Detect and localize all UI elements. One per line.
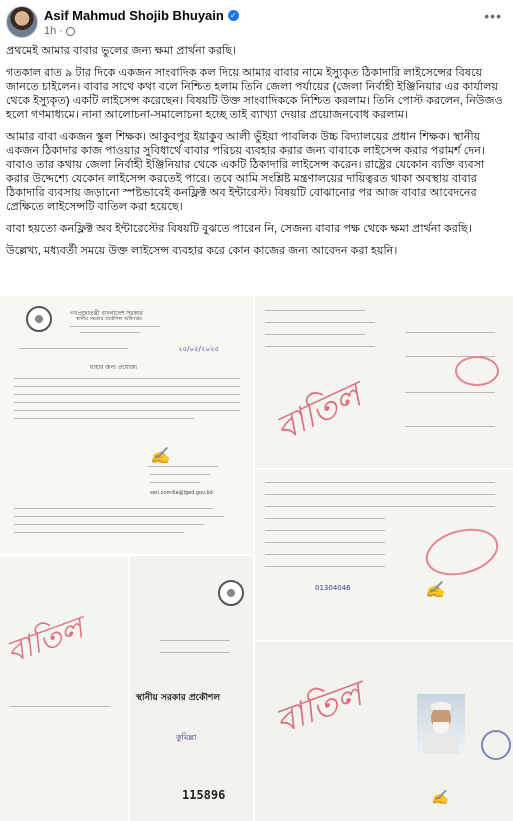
letter-rule — [14, 532, 184, 533]
cancel-mark: বাতিল — [269, 674, 368, 743]
seal-stamp — [481, 730, 511, 760]
cancelled-form-photo[interactable] — [255, 296, 513, 468]
beard — [433, 722, 449, 734]
letter-rule — [14, 516, 224, 517]
form-rule — [265, 518, 385, 519]
letter-rule — [148, 466, 218, 467]
cancel-stamp — [455, 356, 499, 386]
id-number: 01304046 — [315, 584, 351, 592]
post-paragraph: উল্লেখ্য, মধ্যবর্তী সময়ে উক্ত লাইসেন্স ব্যবহার করে কোন কাজের জন্য আবেদন করা হয়নি। — [6, 245, 398, 257]
shirt — [423, 734, 459, 754]
form-rule — [265, 334, 365, 335]
form-rule — [265, 322, 375, 323]
cancel-mark: বাতিল — [269, 375, 368, 450]
letter-rule — [18, 348, 128, 349]
author-row — [44, 8, 239, 23]
post-paragraph: আমার বাবা একজন স্কুল শিক্ষক। আকুবপুর ইয়াকুব আলী ভুঁইয়া পাবলিক উচ্চ বিদ্যালয়ের প্রধান শিক্ষক। স্থানীয় একজন ঠিকাদার কাজ পাওয়ার সুবিধার্থে বাবার পরিচয় ব্যবহার করার জন্য বাবাকে লাইসেন্স করার পরামর্শ দেন। বাবাও তার কথায় জেলা নির্বাহী ইঞ্জিনিয়ার থেকে একটি ঠিকাদারি লাইসেন্স করেন। রাষ্ট্রের যেকোন ব্যক্তি ব্যবসা করার উদ্দেশ্যে যেকোন লাইসেন্স করতেই পারে। তবে আমি সংশ্লিষ্ট মন্ত্রণালয়ের দায়িত্বরত থাকা অবস্থায় বাবার ঠিকাদারি ব্যবসায় জড়ানো স্পষ্টভাবেই কনফ্লিক্ট অব ইন্টারেস্ট। বিষয়টি বোঝানোর পর আজ বাবার আবেদনের প্রেক্ষিতে লাইসেন্সটি বাতিল করা হয়েছে। — [6, 131, 485, 213]
government-emblem-icon — [26, 306, 52, 332]
letter-rule — [80, 332, 140, 333]
letter-office: স্থানীয় সরকার প্রকৌশল অধিদপ্তর — [76, 316, 143, 322]
form-rule — [265, 494, 495, 495]
officer-signature: ✍ — [150, 446, 170, 465]
globe-icon — [66, 27, 75, 36]
letter-rule — [150, 482, 200, 483]
form-rule — [265, 542, 385, 543]
letter-rule — [14, 378, 240, 379]
letter-rule — [14, 402, 240, 403]
form-rule — [265, 530, 385, 531]
cover-district: কুমিল্লা — [176, 733, 197, 742]
photo-collage[interactable] — [0, 296, 513, 821]
letter-header: গণপ্রজাতন্ত্রী বাংলাদেশ সরকার — [70, 310, 143, 317]
letter-email: xen.comilla@lged.gov.bd — [150, 490, 213, 496]
signature: ✍ — [431, 790, 449, 806]
cover-rule — [160, 640, 230, 641]
cap — [431, 702, 451, 710]
form-rule — [10, 706, 110, 707]
cover-title: স্থানীয় সরকার প্রকৌশল — [136, 693, 221, 703]
post-meta — [44, 25, 75, 37]
cover-rule — [160, 652, 230, 653]
signature: ✍ — [425, 580, 445, 599]
letter-photo[interactable] — [0, 296, 253, 554]
letter-subject: যাহার জন্য প্রযোজ্য — [90, 364, 138, 371]
cancel-stamp — [421, 521, 504, 583]
meta-separator: · — [59, 25, 63, 37]
post-body — [6, 44, 506, 266]
post-paragraph: প্রথমেই আমার বাবার ভুলের জন্য ক্ষমা প্রার্থনা করছি। — [6, 45, 237, 57]
letter-rule — [14, 508, 214, 509]
post-paragraph: বাবা হয়তো কনফ্লিক্ট অব ইন্টারেস্টের বিষয়টি বুঝতে পারেন নি, সেজন্য বাবার পক্ষ থেকে ক্ষমা প্রার্থনা করছি। — [6, 223, 472, 235]
letter-rule — [14, 394, 240, 395]
applicant-photo-page[interactable] — [255, 642, 513, 821]
cancelled-page-photo[interactable] — [0, 556, 128, 821]
letter-rule — [70, 326, 160, 327]
form-rule — [265, 310, 365, 311]
form-rule — [405, 426, 495, 427]
letter-rule — [14, 386, 240, 387]
post-time[interactable]: 1h — [44, 25, 57, 37]
form-rule — [265, 506, 495, 507]
register-cover-photo[interactable] — [130, 556, 253, 821]
applicant-photo — [417, 694, 465, 754]
letter-rule — [14, 524, 204, 525]
more-options-icon[interactable]: ••• — [484, 8, 502, 24]
license-form-photo[interactable] — [255, 470, 513, 640]
letter-rule — [14, 418, 194, 419]
verified-badge-icon: ✓ — [228, 10, 239, 21]
cover-register-no: 115896 — [182, 788, 226, 802]
letter-rule — [150, 474, 210, 475]
form-rule — [265, 482, 495, 483]
post-header — [6, 6, 506, 42]
form-rule — [265, 566, 385, 567]
cancel-mark: বাতিল — [2, 610, 89, 671]
form-rule — [405, 392, 495, 393]
form-rule — [265, 554, 385, 555]
government-emblem-icon — [218, 580, 244, 606]
form-rule — [405, 332, 495, 333]
post-paragraph: গতকাল রাত ৯ টার দিকে একজন সাংবাদিক কল দিয়ে আমার বাবার নামে ইস্যুকৃত ঠিকাদারি লাইসেন্সের বিষয়ে জানতে চাইলেন। বাবার সাথে কথা বলে নিশ্চিত হলাম তিনি জেলা পর্যায়ের (জেলা নির্বাহী ইঞ্জিনিয়ার এর কার্যালয় থেকে ইস্যুকৃত) একটি লাইসেন্স করেছেন। বিষয়টি উক্ত সাংবাদিককে নিশ্চিত করলাম। তিনি পোস্ট করলেন, নিউজও হলো গণমাধ্যমে। নানা আলোচনা-সমালোচনা হচ্ছে তাই ব্যাখ্যা দেয়ার প্রয়োজনবোধ করলাম। — [6, 67, 503, 121]
letter-date: ২৫/০৫/২০২৫ — [178, 345, 220, 353]
avatar[interactable] — [6, 6, 38, 38]
author-name[interactable]: Asif Mahmud Shojib Bhuyain — [44, 8, 224, 23]
letter-rule — [14, 410, 240, 411]
form-rule — [265, 346, 375, 347]
